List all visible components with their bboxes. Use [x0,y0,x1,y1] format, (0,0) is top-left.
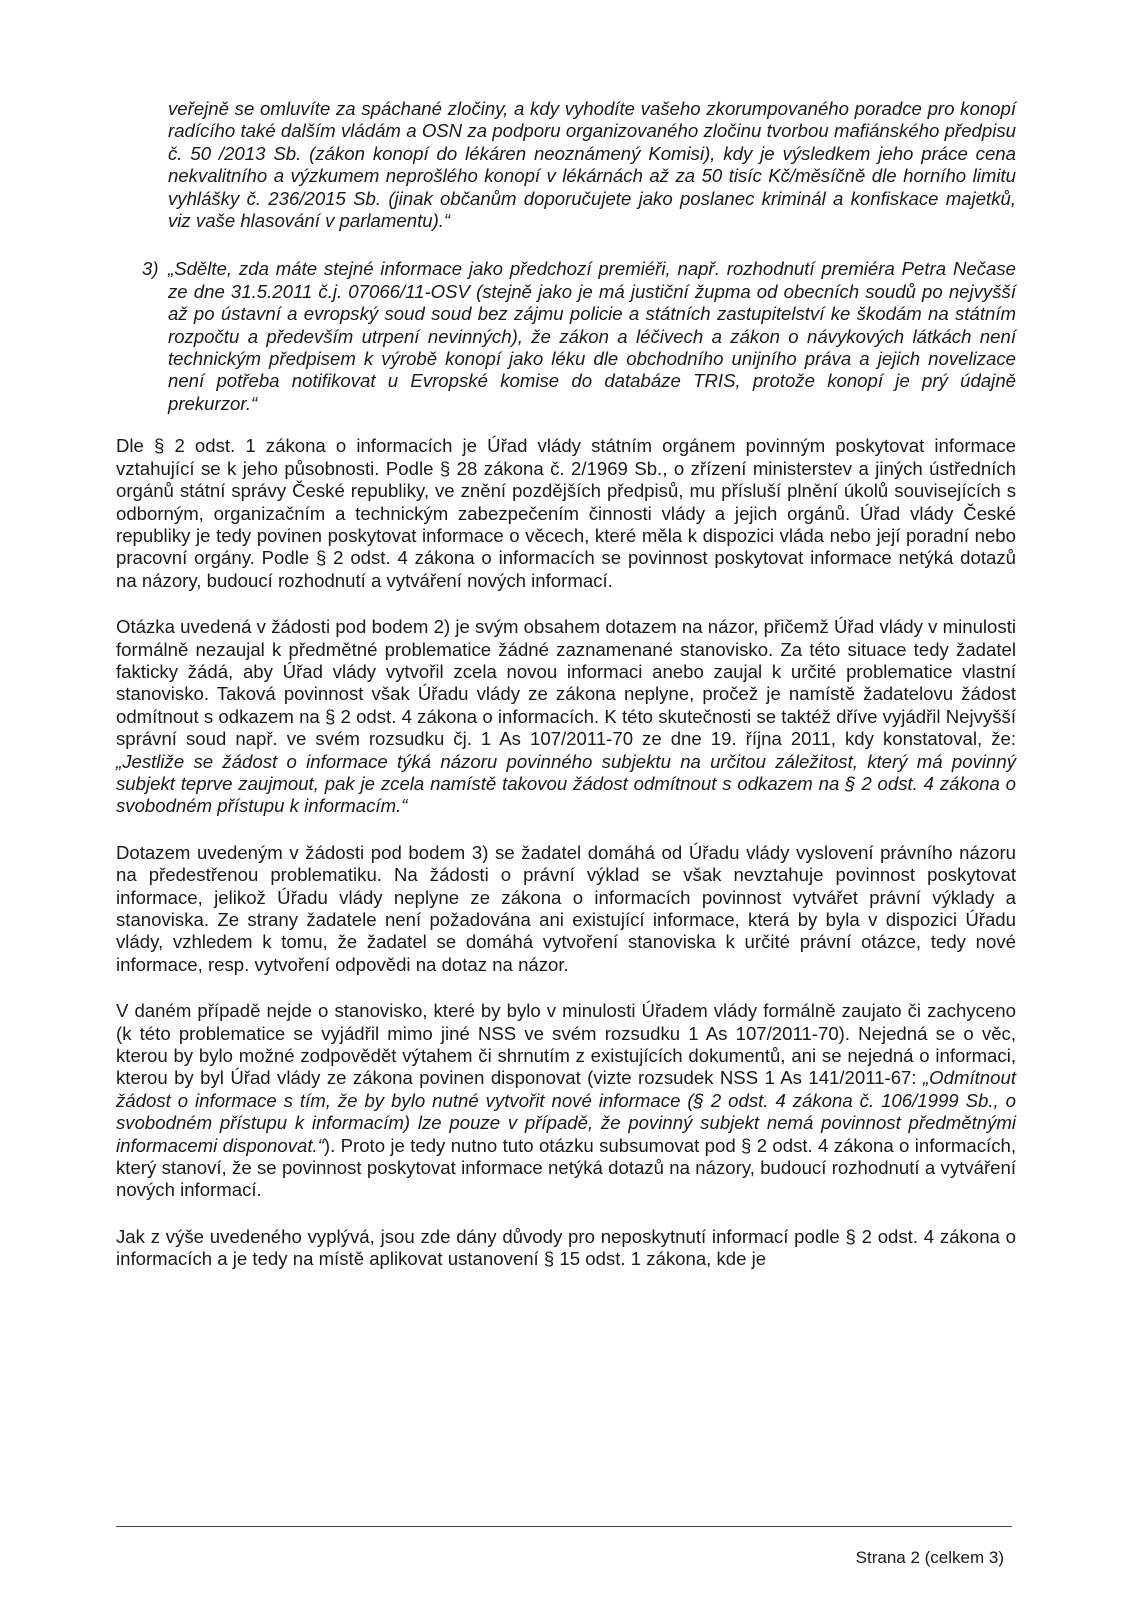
paragraph-question-3: Dotazem uvedeným v žádosti pod bodem 3) se žadatel domáhá od Úřadu vlády vyslovení právního názoru na předestřenou problematiku. Na žádosti o právní výklad se však nevztahuje povinnost poskytovat informace, jelikož Úřadu vlády neplyne ze zákona o informacích povinnost vytvářet právní výklady a stanoviska. Ze strany žadatele není požadována ani existující informace, která by byla v dispozici Úřadu vlády, vzhledem k tomu, že žadatel se domáhá vytvoření stanoviska k určité právní otázce, tedy nové informace, resp. vytvoření odpovědi na dotaz na názor. [116,841,1016,975]
paragraph-text: V daném případě nejde o stanovisko, které by bylo v minulosti Úřadem vlády formálně zaujato či zachyceno (k této problematice se vyjádřil mimo jiné NSS ve svém rozsudku 1 As 107/2011-70). Nejedná se o věc, kterou by bylo možné zodpovědět výtahem či shrnutím z existujících dokumentů, ani se nejedná o informaci, kterou by byl Úřad vlády ze zákona povinen disponovat (vizte rozsudek NSS 1 As 141/2011-67: [116,1000,1016,1089]
item-number: 3) [142,258,159,280]
paragraph-text-end: ). Proto je tedy nutno tuto otázku subsumovat pod § 2 odst. 4 zákona o informacích, který stanoví, že se povinnost poskytovat informace netýká dotazů na názory, budoucí rozhodnutí a vytváření nových informací. [116,1134,1017,1201]
page-number: Strana 2 (celkem 3) [855,1548,1004,1567]
paragraph-conclusion: Jak z výše uvedeného vyplývá, jsou zde dány důvody pro neposkytnutí informací podle § 2 odst. 4 zákona o informacích a je tedy na místě aplikovat ustanovení § 15 odst. 1 zákona, kde je [116,1225,1016,1270]
paragraph-case-assessment [116,1000,1016,1202]
footer-divider [116,1526,1012,1527]
paragraph-text: Otázka uvedená v žádosti pod bodem 2) je svým obsahem dotazem na názor, přičemž Úřad vlády v minulosti formálně nezaujal k předmětné problematice žádné zaznamenané stanovisko. Za této situace tedy žadatel fakticky žádá, aby Úřad vlády vytvořil zcela novou informaci anebo zaujal k určité problematice vlastní stanovisko. Taková povinnost však Úřadu vlády ze zákona neplyne, pročež je namístě žadatelovu žádost odmítnout s odkazem na § 2 odst. 4 zákona o informacích. K této skutečnosti se taktéž dříve vyjádřil Nejvyšší správní soud např. ve svém rozsudku čj. 1 As 107/2011-70 ze dne 19. října 2011, kdy konstatoval, že: [116,616,1016,750]
page-content [116,98,1016,1271]
quote-continuation: veřejně se omluvíte za spáchané zločiny, a kdy vyhodíte vašeho zkorumpovaného poradce pro konopí radícího také dalším vládám a OSN za podporu organizovaného zločinu tvorbou mafiánského předpisu č. 50 /2013 Sb. (zákon konopí do lékáren neoznámený Komisi), kdy je výsledkem jeho práce cena nekvalitního a výzkumem neprošlého konopí v lékárnách až za 50 tisíc Kč/měsíčně dle horního limitu vyhlášky č. 236/2015 Sb. (jinak občanům doporučujete jako poslanec kriminál a konfiskace majetků, viz vaše hlasování v parlamentu).“ [168,98,1016,232]
paragraph-legal-basis: Dle § 2 odst. 1 zákona o informacích je Úřad vlády státním orgánem povinným poskytovat informace vztahující se k jeho působnosti. Podle § 28 zákona č. 2/1969 Sb., o zřízení ministerstev a jiných ústředních orgánů státní správy České republiky, ve znění pozdějších předpisů, mu přísluší plnění úkolů souvisejících s odborným, organizačním a technickým zabezpečením činnosti vlády a jejich orgánů. Úřad vlády České republiky je tedy povinen poskytovat informace o věcech, které měla k dispozici vláda nebo její poradní nebo pracovní orgány. Podle § 2 odst. 4 zákona o informacích se povinnost poskytovat informace netýká dotazů na názory, budoucí rozhodnutí a vytváření nových informací. [116,435,1016,591]
court-quote: „Jestliže se žádost o informace týká názoru povinného subjektu na určitou záležitost, který má povinný subjekt teprve zaujmout, pak je zcela namístě takovou žádost odmítnout s odkazem na § 2 odst. 4 zákona o svobodném přístupu k informacím.“ [116,750,1016,817]
quoted-item-3 [142,258,1016,415]
item-text: „Sdělte, zda máte stejné informace jako předchozí premiéři, např. rozhodnutí premiéra Petra Nečase ze dne 31.5.2011 č.j. 07066/11-OSV (stejně jako je má justiční župma od obecních soudů po nejvyšší až po ústavní a evropský soud soud bez zájmu policie a státních zastupitelství ke škodám na státním rozpočtu a především utrpení nevinných), že zákon a léčivech a zákon o návykových látkách není technickým předpisem k výrobě konopí jako léku dle obchodního unijního práva a jejich novelizace není potřeba notifikovat u Evropské komise do databáze TRIS, protože konopí je prý údajně prekurzor.“ [168,258,1016,414]
court-quote: „Odmítnout žádost o informace s tím, že by bylo nutné vytvořit nové informace (§ 2 odst. 4 zákona č. 106/1999 Sb., o svobodném přístupu k informacím) lze pouze v případě, že povinný subjekt nemá povinnost předmětnými informacemi disponovat.“ [116,1067,1016,1156]
paragraph-question-2 [116,616,1016,818]
